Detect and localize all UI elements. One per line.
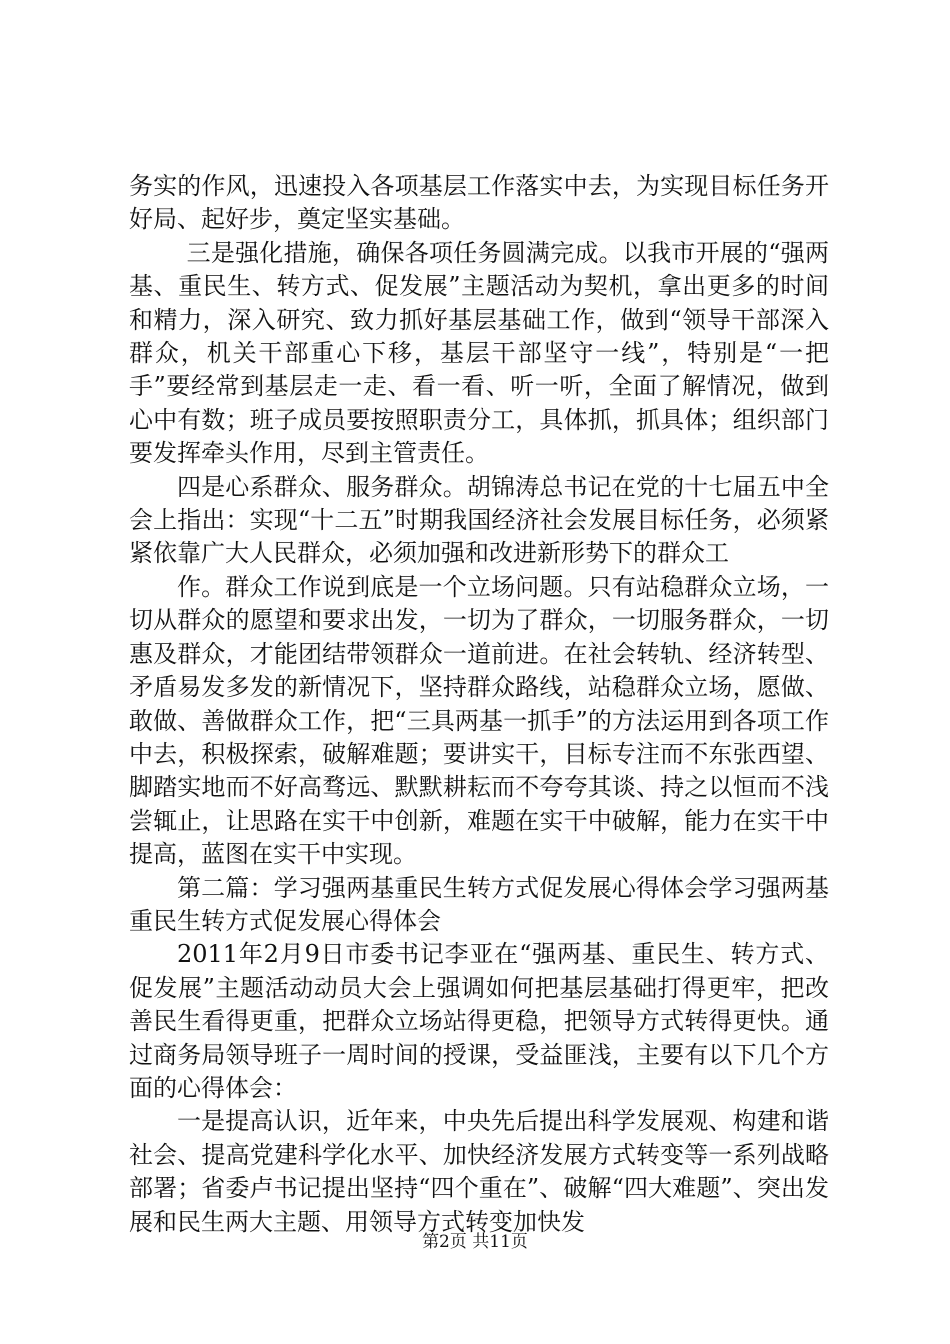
paragraph-point-four: 四是心系群众、服务群众。胡锦涛总书记在党的十七届五中全会上指出：实现“十二五”时期我国经济社会发展目标任务，必须紧紧依靠广大人民群众，必须加强和改进新形势下的群众工	[129, 472, 829, 568]
paragraph-point-three: 三是强化措施，确保各项任务圆满完成。以我市开展的“强两基、重民生、转方式、促发展”主题活动为契机，拿出更多的时间和精力，深入研究、致力抓好基层基础工作，做到“领导干部深入群众，机关干部重心下移，基层干部坚守一线”，特别是“一把手”要经常到基层走一走、看一看、听一听，全面了解情况，做到心中有数；班子成员要按照职责分工，具体抓，抓具体；组织部门要发挥牵头作用，尽到主管责任。	[129, 238, 829, 468]
paragraph-point-one: 一是提高认识，近年来，中央先后提出科学发展观、构建和谐社会、提高党建科学化水平、加快经济发展方式转变等一系列战略部署；省委卢书记提出坚持“四个重在”、破解“四大难题”、突出发展和民生两大主题、用领导方式转变加快发	[129, 1107, 829, 1236]
paragraph-mobilization-meeting: 2011年2月9日市委书记李亚在“强两基、重民生、转方式、促发展”主题活动动员大会上强调如何把基层基础打得更牢，把改善民生看得更重，把群众立场站得更稳，把领导方式转得更快。通过商务局领导班子一周时间的授课，受益匪浅，主要有以下几个方面的心得体会：	[129, 940, 829, 1102]
document-body	[129, 170, 829, 1239]
page-number-footer: 第2页 共11页	[422, 1232, 528, 1252]
paragraph-continuation: 务实的作风，迅速投入各项基层工作落实中去，为实现目标任务开好局、起好步，奠定坚实基础。	[129, 172, 829, 234]
section-heading-part-two: 第二篇：学习强两基重民生转方式促发展心得体会学习强两基重民生转方式促发展心得体会	[129, 873, 829, 935]
paragraph-mass-work: 作。群众工作说到底是一个立场问题。只有站稳群众立场，一切从群众的愿望和要求出发，一切为了群众，一切服务群众，一切惠及群众，才能团结带领群众一道前进。在社会转轨、经济转型、矛盾易发多发的新情况下，坚持群众路线，站稳群众立场，愿做、敢做、善做群众工作，把“三具两基一抓手”的方法运用到各项工作中去，积极探索，破解难题；要讲实干，目标专注而不东张西望、脚踏实地而不好高骛远、默默耕耘而不夸夸其谈、持之以恒而不浅尝辄止，让思路在实干中创新，难题在实干中破解，能力在实干中提高，蓝图在实干中实现。	[129, 572, 829, 869]
